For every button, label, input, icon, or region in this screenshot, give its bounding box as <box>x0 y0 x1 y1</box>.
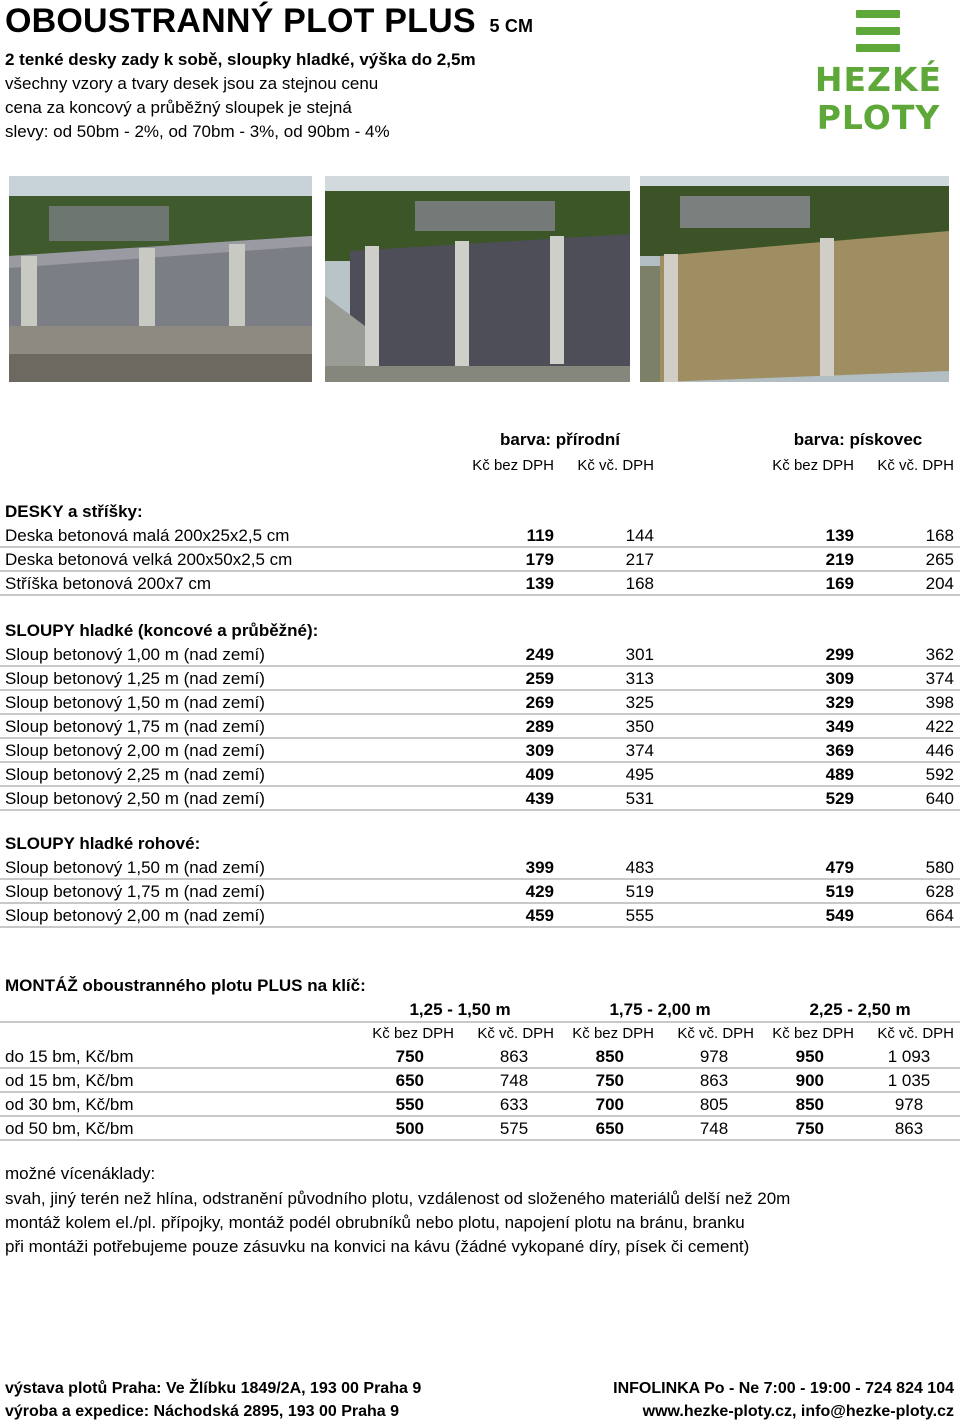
section-title-montaz: MONTÁŽ oboustranného plotu PLUS na klíč: <box>5 976 366 995</box>
price-prirodni-without-vat: 269 <box>525 693 554 712</box>
table-row <box>0 1045 960 1069</box>
price-prirodni-without-vat: 119 <box>526 526 554 545</box>
row-label: Stříška betonová 200x7 cm <box>5 574 212 593</box>
col-header-with-vat: Kč vč. DPH <box>477 1025 554 1042</box>
price-with-vat: 863 <box>699 1071 729 1090</box>
page-title-text: OBOUSTRANNÝ PLOT PLUS <box>5 2 476 40</box>
price-without-vat: 650 <box>595 1119 624 1138</box>
price-without-vat: 500 <box>395 1119 424 1138</box>
price-prirodni-with-vat: 217 <box>625 550 654 569</box>
table-row <box>0 1093 960 1117</box>
row-label: Sloup betonový 1,75 m (nad zemí) <box>5 717 265 736</box>
section-title-desky: DESKY a stříšky: <box>5 502 143 521</box>
montaz-divider <box>0 1021 960 1023</box>
row-label: Sloup betonový 1,75 m (nad zemí) <box>5 882 265 901</box>
row-label: Sloup betonový 1,25 m (nad zemí) <box>5 669 265 688</box>
col-header-without-vat: Kč bez DPH <box>772 457 854 474</box>
color-header-piskovec: barva: pískovec <box>793 430 923 449</box>
price-with-vat: 805 <box>699 1095 729 1114</box>
price-piskovec-with-vat: 580 <box>925 858 954 877</box>
price-with-vat: 863 <box>894 1119 924 1138</box>
row-label: Sloup betonový 2,00 m (nad zemí) <box>5 741 265 760</box>
price-with-vat: 575 <box>499 1119 529 1138</box>
price-prirodni-without-vat: 399 <box>525 858 554 877</box>
price-piskovec-with-vat: 640 <box>925 789 954 808</box>
price-with-vat: 1 093 <box>887 1047 931 1066</box>
table-row <box>0 691 960 715</box>
logo-word-2: PLOTY <box>816 98 941 137</box>
price-without-vat: 750 <box>595 1071 624 1090</box>
price-prirodni-without-vat: 429 <box>525 882 554 901</box>
price-without-vat: 650 <box>395 1071 424 1090</box>
price-piskovec-with-vat: 592 <box>925 765 954 784</box>
table-row <box>0 739 960 763</box>
row-label: od 15 bm, Kč/bm <box>5 1071 134 1090</box>
price-with-vat: 863 <box>499 1047 529 1066</box>
table-row <box>0 715 960 739</box>
price-piskovec-with-vat: 204 <box>925 574 954 593</box>
price-piskovec-with-vat: 374 <box>925 669 954 688</box>
price-prirodni-with-vat: 495 <box>625 765 654 784</box>
height-header: 1,25 - 1,50 m <box>409 1000 511 1019</box>
price-prirodni-without-vat: 459 <box>525 906 554 925</box>
footer-infoline: INFOLINKA Po - Ne 7:00 - 19:00 - 724 824 104 <box>613 1380 954 1397</box>
price-piskovec-with-vat: 168 <box>925 526 954 545</box>
footer-web-email[interactable]: www.hezke-ploty.cz, info@hezke-ploty.cz <box>642 1403 954 1420</box>
price-prirodni-without-vat: 179 <box>525 550 554 569</box>
section-title-sloupy: SLOUPY hladké (koncové a průběžné): <box>5 621 319 640</box>
row-label: od 30 bm, Kč/bm <box>5 1095 134 1114</box>
subtitle: 2 tenké desky zady k sobě, sloupky hladké, výška do 2,5m <box>5 50 476 69</box>
row-label: Sloup betonový 2,50 m (nad zemí) <box>5 789 265 808</box>
price-without-vat: 850 <box>795 1095 824 1114</box>
row-label: do 15 bm, Kč/bm <box>5 1047 134 1066</box>
col-header-without-vat: Kč bez DPH <box>772 1025 854 1042</box>
price-prirodni-with-vat: 555 <box>625 906 654 925</box>
price-piskovec-without-vat: 329 <box>825 693 854 712</box>
footer-production: výroba a expedice: Náchodská 2895, 193 00 Praha 9 <box>5 1403 400 1420</box>
hezke-ploty-logo[interactable] <box>806 10 951 140</box>
price-piskovec-without-vat: 169 <box>825 574 854 593</box>
price-without-vat: 750 <box>795 1119 824 1138</box>
price-prirodni-without-vat: 139 <box>525 574 554 593</box>
fence-photo-sand <box>640 176 949 382</box>
table-row <box>0 667 960 691</box>
price-piskovec-without-vat: 139 <box>825 526 854 545</box>
price-prirodni-without-vat: 309 <box>525 741 554 760</box>
extras-title: možné vícenáklady: <box>5 1164 156 1183</box>
col-header-with-vat: Kč vč. DPH <box>577 457 654 474</box>
price-piskovec-without-vat: 309 <box>825 669 854 688</box>
price-prirodni-without-vat: 439 <box>525 789 554 808</box>
row-label: Deska betonová malá 200x25x2,5 cm <box>5 526 290 545</box>
price-with-vat: 633 <box>499 1095 529 1114</box>
row-label: Sloup betonový 1,50 m (nad zemí) <box>5 693 265 712</box>
price-piskovec-without-vat: 479 <box>825 858 854 877</box>
section-title-rohove: SLOUPY hladké rohové: <box>5 834 201 853</box>
table-row <box>0 904 960 928</box>
price-without-vat: 550 <box>395 1095 424 1114</box>
note-line: cena za koncový a průběžný sloupek je stejná <box>5 98 352 117</box>
price-piskovec-without-vat: 299 <box>825 645 854 664</box>
table-row <box>0 787 960 811</box>
row-label: Sloup betonový 2,00 m (nad zemí) <box>5 906 265 925</box>
price-with-vat: 748 <box>499 1071 529 1090</box>
price-prirodni-with-vat: 168 <box>625 574 654 593</box>
row-label: Sloup betonový 1,50 m (nad zemí) <box>5 858 265 877</box>
color-header-prirodni: barva: přírodní <box>500 430 620 449</box>
price-prirodni-without-vat: 409 <box>525 765 554 784</box>
row-label: Sloup betonový 2,25 m (nad zemí) <box>5 765 265 784</box>
price-piskovec-with-vat: 446 <box>925 741 954 760</box>
logo-bars-icon <box>856 10 900 52</box>
price-prirodni-with-vat: 313 <box>625 669 654 688</box>
table-row <box>0 880 960 904</box>
price-piskovec-with-vat: 398 <box>925 693 954 712</box>
price-piskovec-with-vat: 664 <box>925 906 954 925</box>
price-piskovec-with-vat: 628 <box>925 882 954 901</box>
note-line: slevy: od 50bm - 2%, od 70bm - 3%, od 90bm - 4% <box>5 122 390 141</box>
extras-line: svah, jiný terén než hlína, odstranění původního plotu, vzdálenost od složeného materiálů delší než 20m <box>5 1189 791 1208</box>
price-piskovec-without-vat: 349 <box>825 717 854 736</box>
price-prirodni-with-vat: 301 <box>625 645 654 664</box>
price-prirodni-with-vat: 519 <box>625 882 654 901</box>
price-prirodni-without-vat: 259 <box>525 669 554 688</box>
price-piskovec-with-vat: 265 <box>925 550 954 569</box>
fence-photo-dark <box>325 176 630 382</box>
price-with-vat: 1 035 <box>887 1071 931 1090</box>
price-prirodni-without-vat: 289 <box>525 717 554 736</box>
price-piskovec-without-vat: 529 <box>825 789 854 808</box>
price-without-vat: 950 <box>795 1047 824 1066</box>
price-piskovec-without-vat: 549 <box>825 906 854 925</box>
table-row <box>0 763 960 787</box>
price-piskovec-without-vat: 369 <box>825 741 854 760</box>
height-header: 2,25 - 2,50 m <box>809 1000 911 1019</box>
col-header-without-vat: Kč bez DPH <box>572 1025 654 1042</box>
price-without-vat: 750 <box>395 1047 424 1066</box>
price-prirodni-with-vat: 350 <box>625 717 654 736</box>
price-without-vat: 850 <box>595 1047 624 1066</box>
logo-word-1: HEZKÉ <box>814 60 943 99</box>
footer-showroom: výstava plotů Praha: Ve Žlíbku 1849/2A, 193 00 Praha 9 <box>5 1380 422 1397</box>
table-row <box>0 548 960 572</box>
table-row <box>0 856 960 880</box>
row-label: od 50 bm, Kč/bm <box>5 1119 134 1138</box>
fence-photo-gray <box>9 176 312 382</box>
row-label: Sloup betonový 1,00 m (nad zemí) <box>5 645 265 664</box>
extras-line: montáž kolem el./pl. přípojky, montáž podél obrubníků nebo plotu, napojení plotu na bránu, branku <box>5 1213 745 1232</box>
price-with-vat: 978 <box>894 1095 924 1114</box>
extras-line: při montáži potřebujeme pouze zásuvku na konvici na kávu (žádné vykopané díry, písek či cement) <box>5 1237 750 1256</box>
col-header-without-vat: Kč bez DPH <box>372 1025 454 1042</box>
price-prirodni-with-vat: 144 <box>625 526 654 545</box>
price-prirodni-without-vat: 249 <box>525 645 554 664</box>
price-without-vat: 700 <box>595 1095 624 1114</box>
table-row <box>0 572 960 596</box>
col-header-with-vat: Kč vč. DPH <box>677 1025 754 1042</box>
col-header-without-vat: Kč bez DPH <box>472 457 554 474</box>
price-prirodni-with-vat: 374 <box>625 741 654 760</box>
price-with-vat: 748 <box>699 1119 729 1138</box>
row-label: Deska betonová velká 200x50x2,5 cm <box>5 550 293 569</box>
table-row <box>0 643 960 667</box>
table-row <box>0 524 960 548</box>
price-piskovec-without-vat: 519 <box>825 882 854 901</box>
price-piskovec-with-vat: 422 <box>925 717 954 736</box>
page-title-suffix: 5 CM <box>489 16 534 36</box>
price-piskovec-without-vat: 489 <box>825 765 854 784</box>
col-header-with-vat: Kč vč. DPH <box>877 457 954 474</box>
price-prirodni-with-vat: 325 <box>625 693 654 712</box>
note-line: všechny vzory a tvary desek jsou za stejnou cenu <box>5 74 379 93</box>
page-title <box>5 2 533 41</box>
price-piskovec-without-vat: 219 <box>825 550 854 569</box>
price-prirodni-with-vat: 531 <box>625 789 654 808</box>
price-without-vat: 900 <box>795 1071 824 1090</box>
table-row <box>0 1069 960 1093</box>
table-row <box>0 1117 960 1141</box>
price-piskovec-with-vat: 362 <box>925 645 954 664</box>
price-prirodni-with-vat: 483 <box>625 858 654 877</box>
col-header-with-vat: Kč vč. DPH <box>877 1025 954 1042</box>
height-header: 1,75 - 2,00 m <box>609 1000 711 1019</box>
price-with-vat: 978 <box>699 1047 729 1066</box>
